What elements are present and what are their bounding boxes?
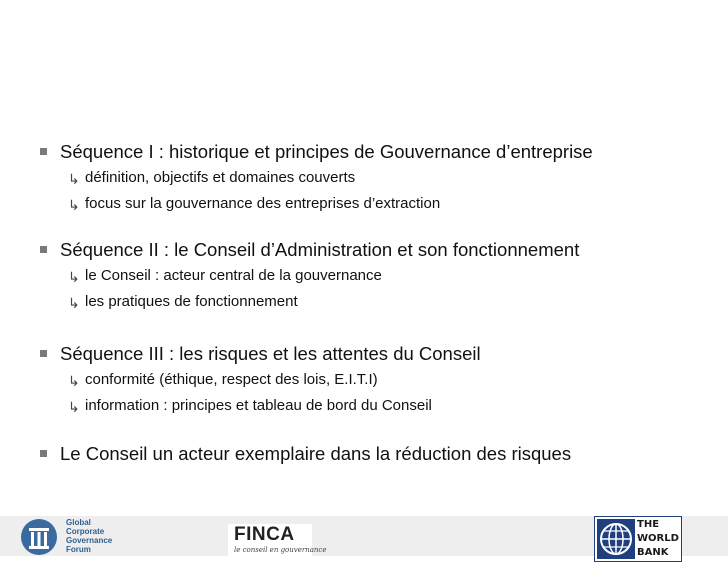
finca-subtitle: le conseil en gouvernance [234,546,327,554]
sub-item: définition, objectifs et domaines couverts [85,169,356,186]
section-3 [40,342,720,420]
gcgf-logo-text [66,518,112,554]
sub-bullet-line [40,166,720,192]
curved-arrow-icon: ↳ [68,373,80,389]
curved-arrow-icon: ↳ [68,197,80,213]
gcgf-line: Forum [66,545,91,554]
main-bullet-line [40,342,720,368]
gcgf-pillar-logo-icon [20,518,58,556]
wb-line: BANK [637,547,669,558]
square-bullet-icon [40,450,47,457]
wb-line: WORLD [637,533,679,544]
main-bullet-line [40,238,720,264]
section-title: Le Conseil un acteur exemplaire dans la réduction des risques [60,443,572,464]
world-bank-text [637,518,679,560]
sub-item: les pratiques de fonctionnement [85,293,298,310]
sub-bullet-line [40,290,720,316]
section-2 [40,238,720,316]
section-title: Séquence II : le Conseil d’Administration et son fonctionnement [60,239,580,260]
sub-item: information : principes et tableau de bord du Conseil [85,397,432,414]
curved-arrow-icon: ↳ [68,295,80,311]
section-title: Séquence I : historique et principes de Gouvernance d’entreprise [60,141,593,162]
sub-item: focus sur la gouvernance des entreprises d’extraction [85,195,441,212]
sub-bullet-line [40,394,720,420]
square-bullet-icon [40,246,47,253]
section-1 [40,140,720,218]
finca-logo [228,524,327,558]
wb-line: THE [637,519,660,530]
sub-item: conformité (éthique, respect des lois, E.I.T.I) [85,371,378,388]
curved-arrow-icon: ↳ [68,171,80,187]
curved-arrow-icon: ↳ [68,269,80,285]
sub-bullet-line [40,264,720,290]
finca-title: FINCA [234,524,295,545]
globe-icon [597,519,635,559]
section-title: Séquence III : les risques et les attentes du Conseil [60,343,481,364]
sub-bullet-line [40,192,720,218]
main-bullet-line [40,140,720,166]
curved-arrow-icon: ↳ [68,399,80,415]
main-bullet-line [40,442,720,468]
gcgf-line: Corporate [66,527,105,536]
sub-item: le Conseil : acteur central de la gouvernance [85,267,382,284]
section-4 [40,442,720,468]
sub-bullet-line [40,368,720,394]
square-bullet-icon [40,350,47,357]
gcgf-line: Global [66,518,91,527]
square-bullet-icon [40,148,47,155]
gcgf-line: Governance [66,536,113,545]
world-bank-logo [594,516,682,562]
